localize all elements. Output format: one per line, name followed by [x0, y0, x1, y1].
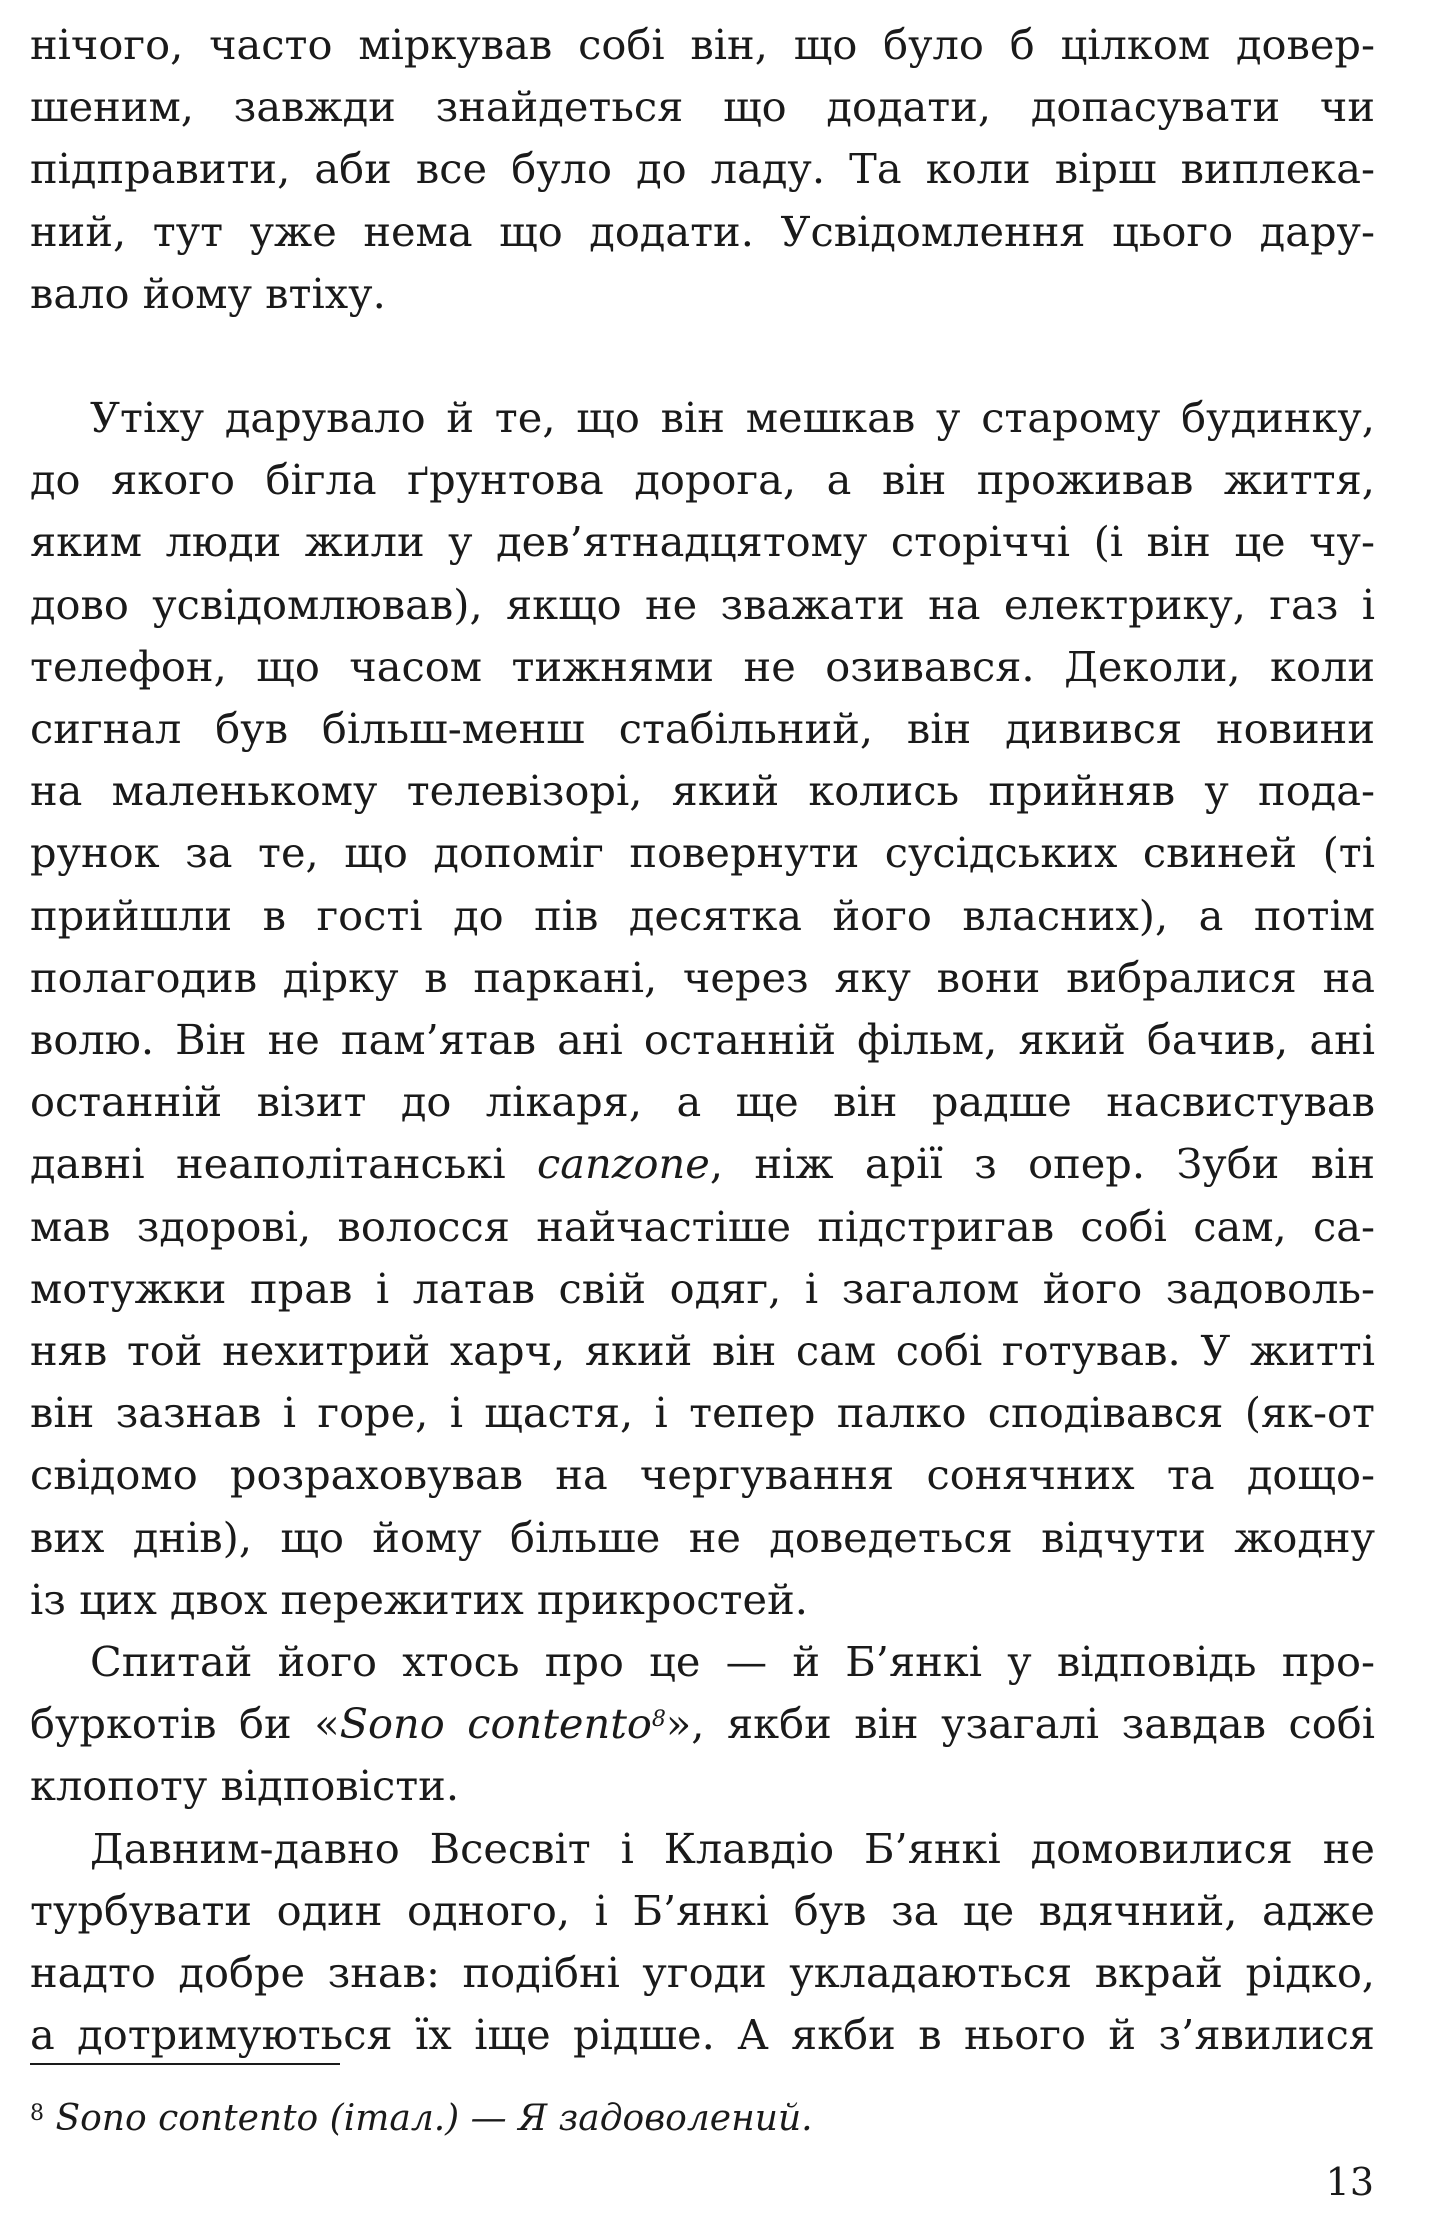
paragraph-2	[30, 387, 1375, 1631]
text-span: буркотів би «	[30, 1699, 340, 1749]
text-span: », якби він узагалі завдав собі	[665, 1699, 1375, 1749]
text-line: підправити, аби все було до ладу. Та коли вірш виплека-	[30, 144, 1375, 194]
text-line: телефон, що часом тижнями не озивався. Деколи, коли	[30, 641, 1375, 691]
body-text	[30, 14, 1375, 2067]
text-line: Спитай його хтось про це — й Б’янкі у відповідь про-	[90, 1637, 1375, 1687]
text-line: останній візит до лікаря, а ще він радше насвистував	[30, 1077, 1375, 1127]
text-line: сигнал був більш-менш стабільний, він дивився новини	[30, 704, 1375, 754]
text-line: ний, тут уже нема що додати. Усвідомлення цього дару-	[30, 206, 1375, 256]
text-line: няв той нехитрий харч, який він сам собі готував. У житті	[30, 1326, 1375, 1376]
text-line: надто добре знав: подібні угоди укладаються вкрай рідко,	[30, 1948, 1375, 1998]
text-line: свідомо розраховував на чергування сонячних та дощо-	[30, 1450, 1375, 1500]
text-line: дово усвідомлював), якщо не зважати на електрику, газ і	[30, 579, 1375, 629]
text-line: рунок за те, що допоміг повернути сусідських свиней (ті	[30, 828, 1375, 878]
text-line	[30, 1693, 1375, 1755]
text-line	[30, 1133, 1375, 1195]
text-span: Sono contento	[339, 1699, 652, 1749]
text-line: Давним-давно Всесвіт і Клавдіо Б’янкі домовилися не	[90, 1823, 1375, 1873]
text-line: із цих двох пережитих прикростей.	[30, 1574, 808, 1624]
text-line: мав здорові, волосся найчастіше підстригав собі сам, са-	[30, 1201, 1375, 1251]
footnote	[30, 2092, 1330, 2141]
text-line: яким люди жили у дев’ятнадцятому сторіччі (і він це чу-	[30, 517, 1375, 567]
footnote-number: 8	[30, 2101, 44, 2126]
text-line: на маленькому телевізорі, який колись прийняв у пода-	[30, 766, 1375, 816]
text-line: вих днів), що йому більше не доведеться відчути жодну	[30, 1512, 1375, 1562]
footnote-divider	[30, 2063, 340, 2065]
page-number: 13	[1325, 2160, 1374, 2204]
paragraph-4	[30, 1818, 1375, 2067]
paragraph-3	[30, 1631, 1375, 1818]
text-line: турбувати один одного, і Б’янкі був за це вдячний, адже	[30, 1885, 1375, 1935]
text-line: прийшли в гості до пів десятка його власних), а потім	[30, 890, 1375, 940]
text-line: вало йому втіху.	[30, 268, 386, 318]
text-line: клопоту відповісти.	[30, 1761, 460, 1811]
paragraph-1	[30, 14, 1375, 325]
text-line: шеним, завжди знайдеться що додати, допасувати чи	[30, 82, 1375, 132]
text-line: Утіху дарувало й те, що він мешкав у старому будинку,	[90, 393, 1375, 443]
text-line: до якого бігла ґрунтова дорога, а він проживав життя,	[30, 455, 1375, 505]
text-line: полагодив дірку в паркані, через яку вони вибралися на	[30, 952, 1375, 1002]
text-line: волю. Він не пам’ятав ані останній фільм, який бачив, ані	[30, 1015, 1375, 1065]
text-span: , ніж арії з опер. Зуби він	[709, 1139, 1376, 1189]
italic-word: canzone	[536, 1139, 710, 1189]
section-break	[30, 325, 1375, 387]
text-line: а дотримуються їх іще рідше. А якби в нього й з’явилися	[30, 2010, 1375, 2060]
text-span: давні неаполітанські	[30, 1139, 537, 1189]
footnote-reference[interactable]: 8	[651, 1707, 666, 1733]
text-line: нічого, часто міркував собі він, що було б цілком довер-	[30, 20, 1375, 69]
footnote-text: Sono contento (італ.) — Я задоволений.	[55, 2098, 813, 2139]
italic-phrase	[340, 1699, 666, 1748]
text-line: мотужки прав і латав свій одяг, і загалом його задоволь-	[30, 1263, 1375, 1313]
text-line: він зазнав і горе, і щастя, і тепер палко сподівався (як-от	[30, 1388, 1375, 1438]
